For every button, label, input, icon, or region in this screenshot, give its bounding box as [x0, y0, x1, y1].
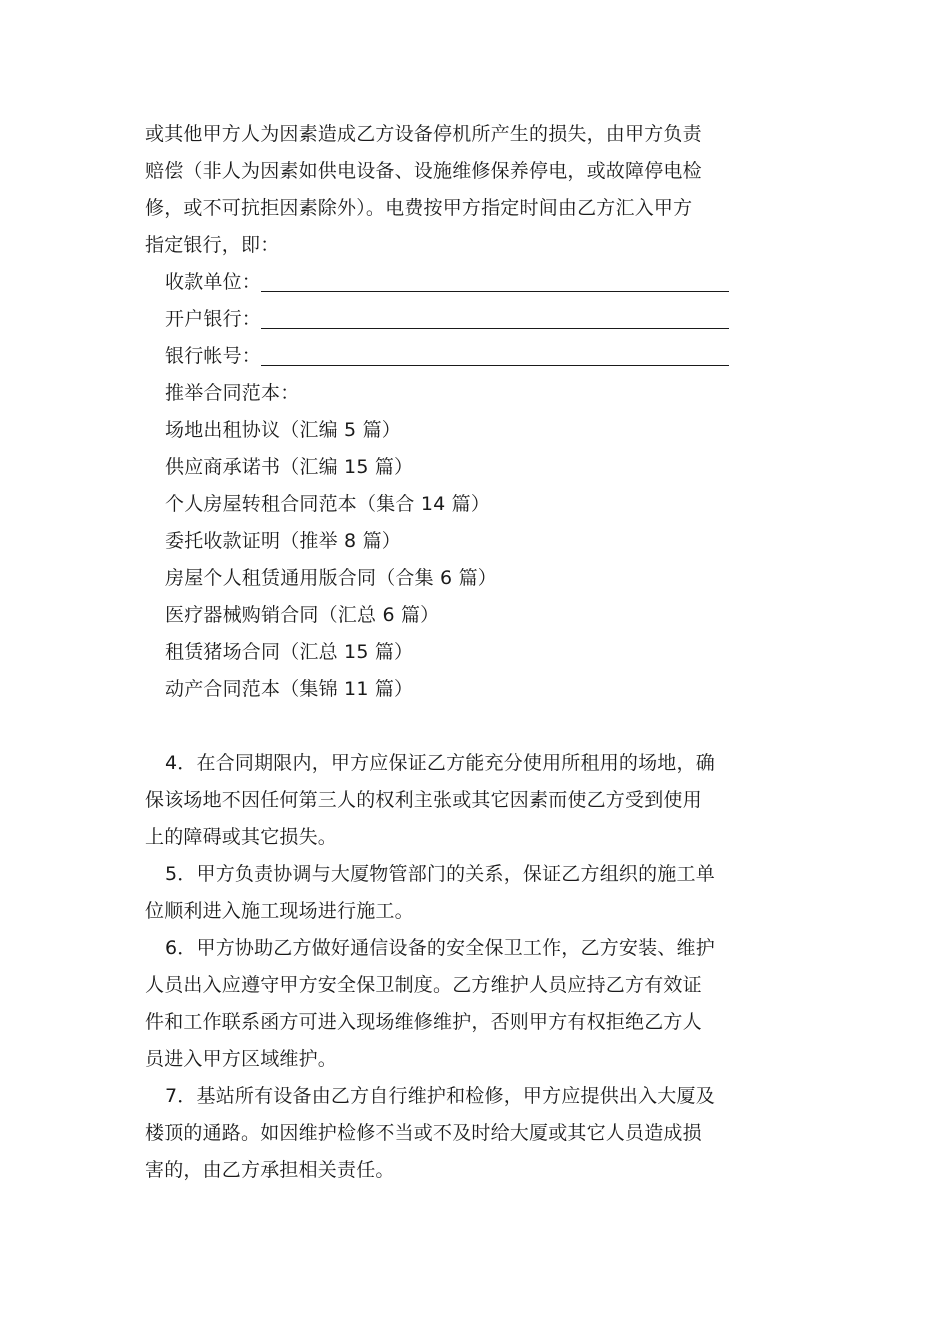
recommend-item[interactable]: 委托收款证明（推举 8 篇） [165, 530, 401, 552]
payee-label: 收款单位： [165, 271, 262, 293]
payee-blank-line [261, 291, 729, 292]
clause-6 [145, 930, 815, 1078]
document-body [145, 116, 815, 1189]
text-line: 员进入甲方区域维护。 [145, 1048, 338, 1070]
text-line: 或其他甲方人为因素造成乙方设备停机所产生的损失，由甲方负责 [145, 123, 702, 145]
recommend-item[interactable]: 个人房屋转租合同范本（集合 14 篇） [165, 493, 491, 515]
text-line: 上的障碍或其它损失。 [145, 826, 338, 848]
text-line: 位顺利进入施工现场进行施工。 [145, 900, 414, 922]
payee-field [145, 264, 815, 301]
recommended-templates [145, 375, 815, 708]
text-line: 修，或不可抗拒因素除外）。电费按甲方指定时间由乙方汇入甲方 [145, 197, 693, 219]
bank-name-blank-line [261, 328, 729, 329]
account-number-label: 银行帐号： [165, 345, 262, 367]
recommend-heading: 推举合同范本： [165, 382, 300, 404]
recommend-item[interactable]: 医疗器械购销合同（汇总 6 篇） [165, 604, 440, 626]
text-line: 7．基站所有设备由乙方自行维护和检修，甲方应提供出入大厦及 [165, 1085, 715, 1107]
text-line: 人员出入应遵守甲方安全保卫制度。乙方维护人员应持乙方有效证 [145, 974, 702, 996]
account-number-field [145, 338, 815, 375]
clause-7 [145, 1078, 815, 1189]
recommend-item[interactable]: 动产合同范本（集锦 11 篇） [165, 678, 414, 700]
text-line: 6．甲方协助乙方做好通信设备的安全保卫工作，乙方安装、维护 [165, 937, 715, 959]
text-line: 害的，由乙方承担相关责任。 [145, 1159, 395, 1181]
bank-name-label: 开户银行： [165, 308, 262, 330]
text-line: 件和工作联系函方可进入现场维修维护，否则甲方有权拒绝乙方人 [145, 1011, 702, 1033]
text-line: 保该场地不因任何第三人的权利主张或其它因素而使乙方受到使用 [145, 789, 702, 811]
text-line: 楼顶的通路。如因维护检修不当或不及时给大厦或其它人员造成损 [145, 1122, 702, 1144]
recommend-item[interactable]: 场地出租协议（汇编 5 篇） [165, 419, 401, 441]
text-line: 5．甲方负责协调与大厦物管部门的关系，保证乙方组织的施工单 [165, 863, 715, 885]
intro-paragraph [145, 116, 815, 264]
text-line: 指定银行，即： [145, 234, 280, 256]
recommend-item[interactable]: 供应商承诺书（汇编 15 篇） [165, 456, 414, 478]
text-line: 4．在合同期限内，甲方应保证乙方能充分使用所租用的场地，确 [165, 752, 715, 774]
bank-info [145, 264, 815, 375]
paragraph-gap [145, 708, 815, 745]
bank-name-field [145, 301, 815, 338]
clause-5 [145, 856, 815, 930]
recommend-item[interactable]: 租赁猪场合同（汇总 15 篇） [165, 641, 414, 663]
clause-4 [145, 745, 815, 856]
recommend-item[interactable]: 房屋个人租赁通用版合同（合集 6 篇） [165, 567, 497, 589]
account-number-blank-line [261, 365, 729, 366]
text-line: 赔偿（非人为因素如供电设备、设施维修保养停电，或故障停电检 [145, 160, 702, 182]
